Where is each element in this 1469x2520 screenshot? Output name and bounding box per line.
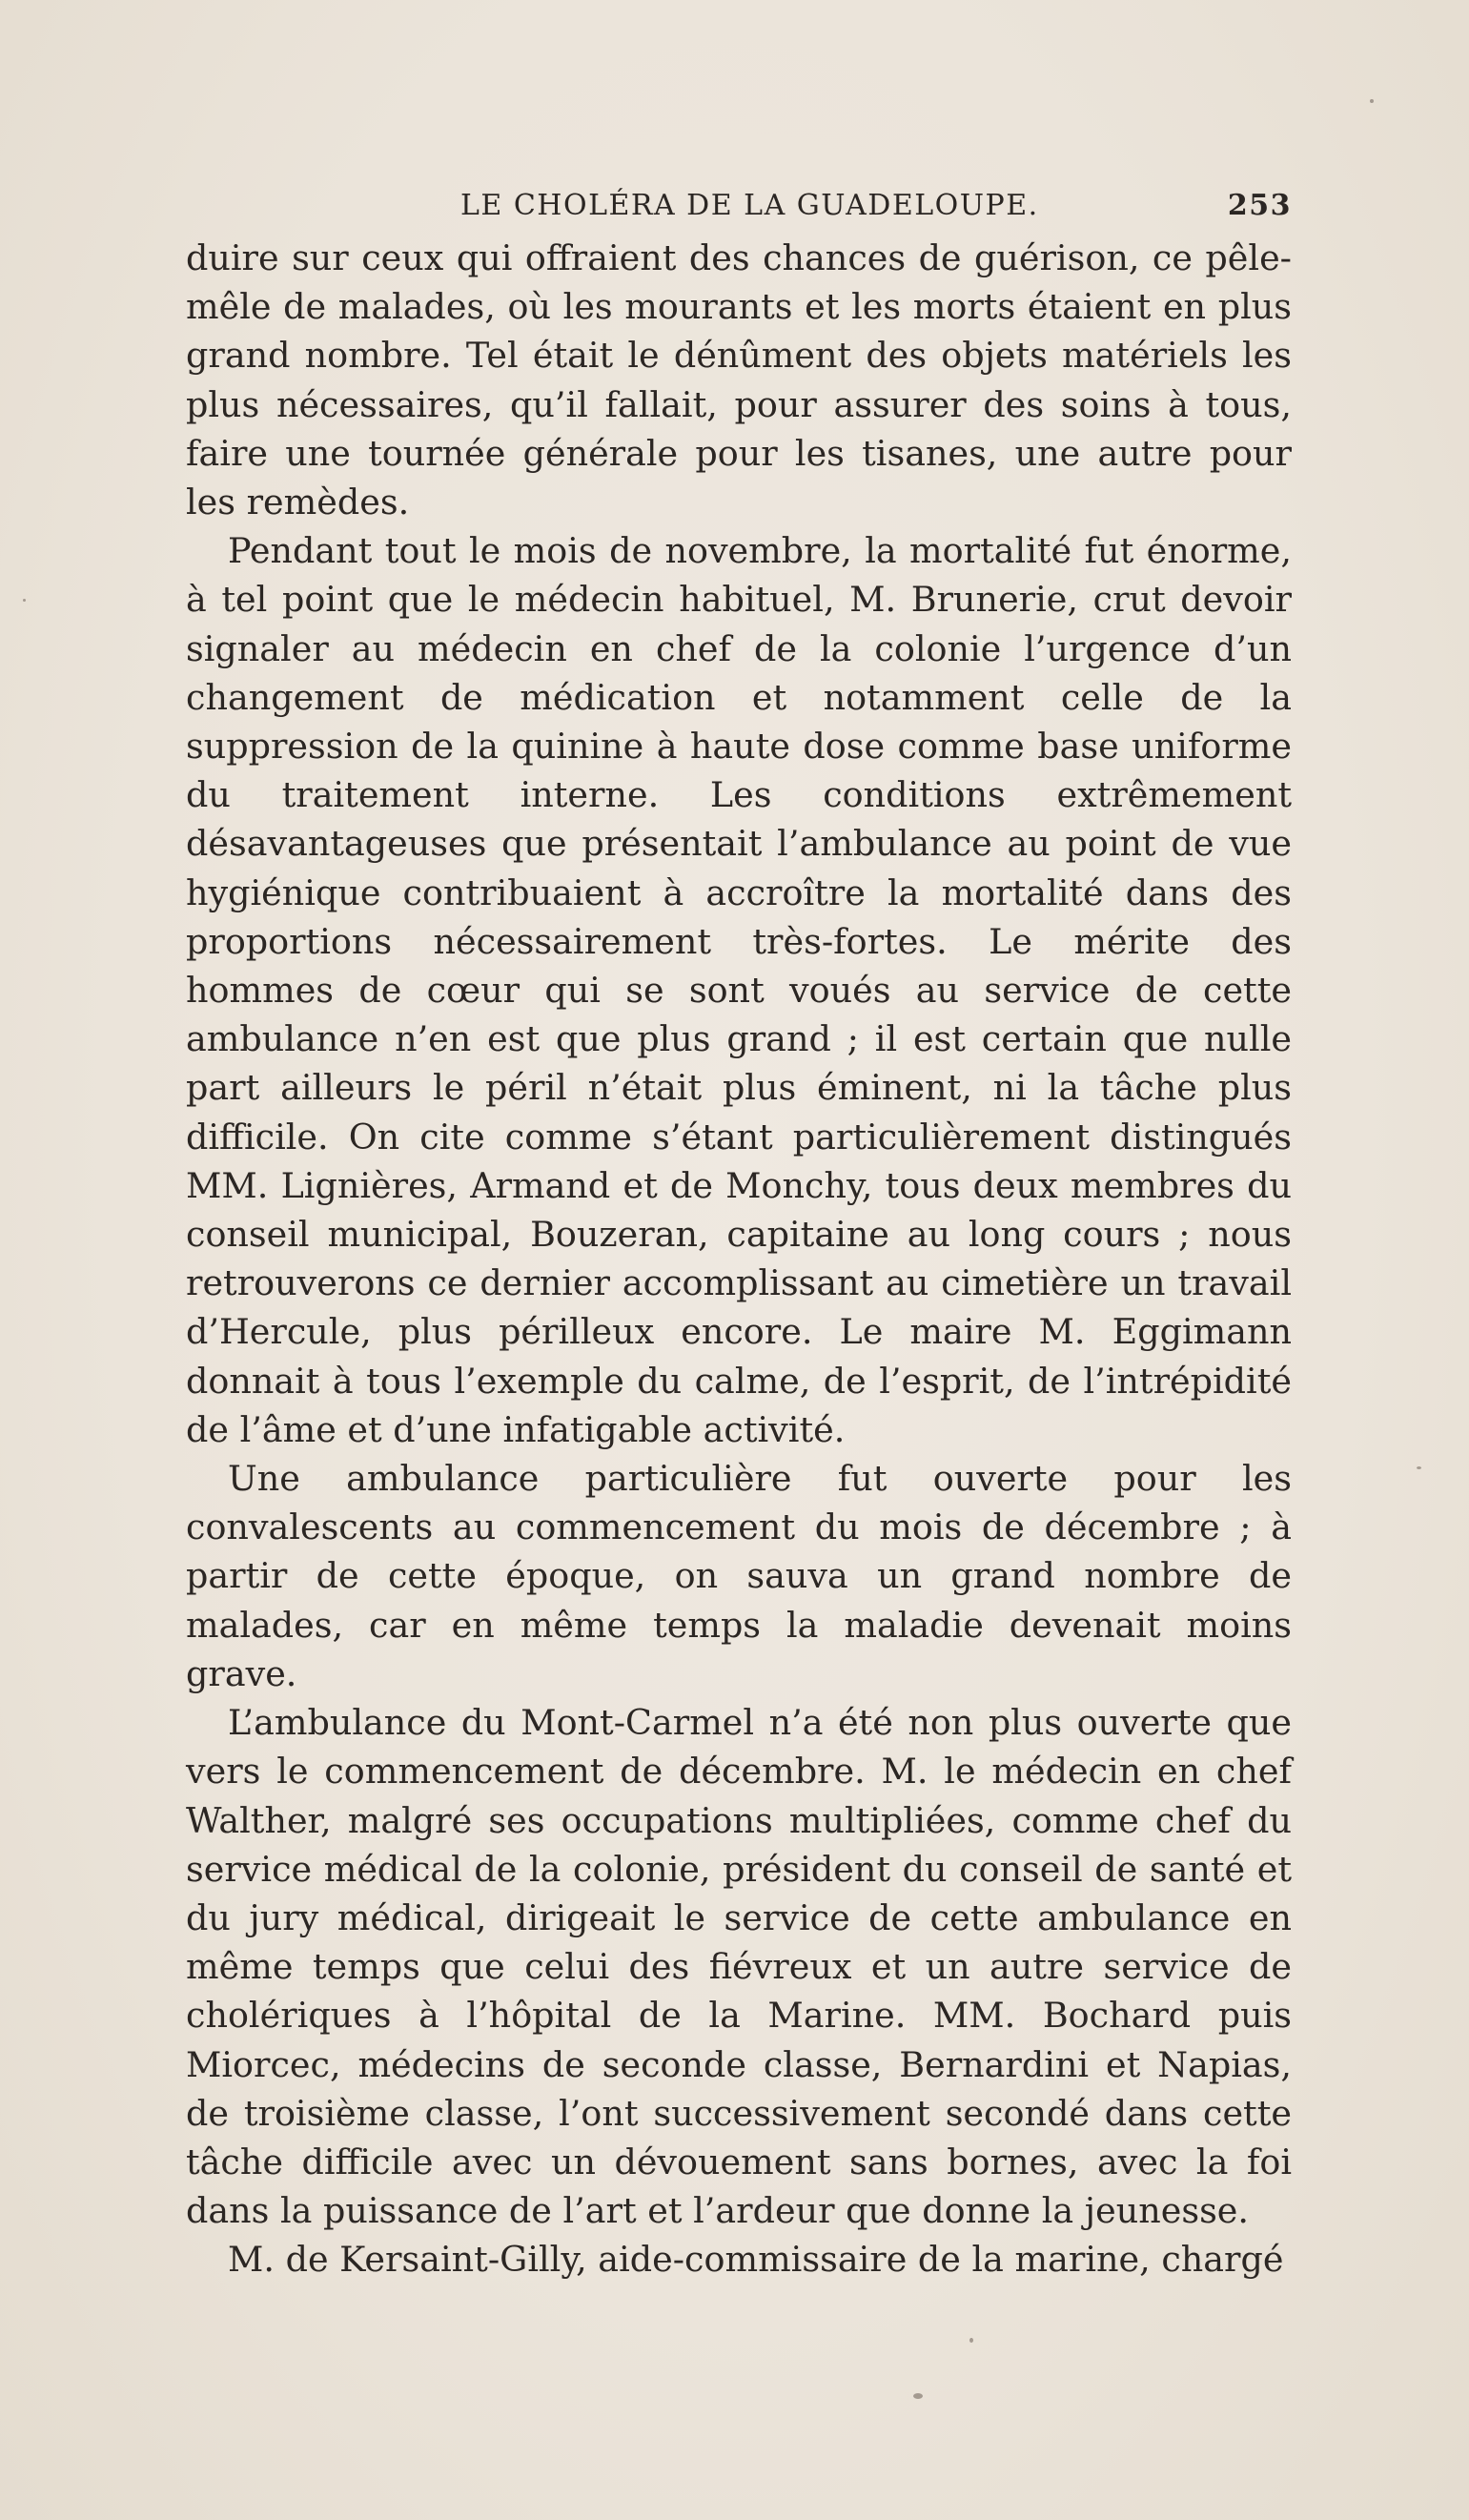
paper-speck: [1417, 1466, 1421, 1469]
paper-speck: [969, 2338, 973, 2343]
paragraph-mortality: Pendant tout le mois de novembre, la mortalité fut énorme, à tel point que le médecin habituel, M. Brunerie, crut devoir signaler au médecin en chef de la colonie l’urgence d’un changement de médication et notamment celle de la suppression de la quinine à haute dose comme base uniforme du traitement interne. Les conditions extrêmement désavantageuses que présentait l’ambulance au point de vue hygiénique contribuaient à accroître la mortalité dans des proportions nécessairement très-fortes. Le mérite des hommes de cœur qui se sont voués au service de cette ambulance n’en est que plus grand ; il est certain que nulle part ailleurs le péril n’était plus éminent, ni la tâche plus difficile. On cite comme s’étant particulièrement distingués MM. Lignières, Armand et de Monchy, tous deux membres du conseil municipal, Bouzeran, capitaine au long cours ; nous retrouverons ce dernier accomplissant au cimetière un travail d’Hercule, plus périlleux encore. Le maire M. Eggimann donnait à tous l’exemple du calme, de l’esprit, de l’intrépidité de l’âme et d’une infatigable activité.: [186, 530, 1292, 1450]
running-title: LE CHOLÉRA DE LA GUADELOUPE.: [460, 189, 1039, 222]
page-number: 253: [1227, 189, 1292, 222]
body-text: [186, 234, 1292, 2284]
paragraph-convalescents: Une ambulance particulière fut ouverte pour les convalescents au commencement du mois de décembre ; à partir de cette époque, on sauva un grand nombre de malades, car en même temps la maladie devenait moins grave.: [186, 1458, 1292, 1694]
paper-speck: [913, 2393, 923, 2399]
paragraph-mont-carmel: L’ambulance du Mont-Carmel n’a été non plus ouverte que vers le commencement de décembre. M. le médecin en chef Walther, malgré ses occupations multipliées, comme chef du service médical de la colonie, président du conseil de santé et du jury médical, dirigeait le service de cette ambulance en même temps que celui des fiévreux et un autre service de cholériques à l’hôpital de la Marine. MM. Bochard puis Miorcec, médecins de seconde classe, Bernardini et Napias, de troisième classe, l’ont successivement secondé dans cette tâche difficile avec un dévouement sans bornes, avec la foi dans la puissance de l’art et l’ardeur que donne la jeunesse.: [186, 1702, 1292, 2232]
paper-speck: [23, 599, 26, 602]
running-head: [186, 181, 1292, 229]
paper-speck: [1370, 99, 1374, 103]
paragraph-kersaint-gilly: M. de Kersaint-Gilly, aide-commissaire de la marine, chargé: [228, 2239, 1284, 2281]
paragraph-continued: duire sur ceux qui offraient des chances de guérison, ce pêle-mêle de malades, où les mourants et les morts étaient en plus grand nombre. Tel était le dénûment des objets matériels les plus nécessaires, qu’il fallait, pour assurer des soins à tous, faire une tournée générale pour les tisanes, une autre pour les remèdes.: [186, 237, 1292, 523]
